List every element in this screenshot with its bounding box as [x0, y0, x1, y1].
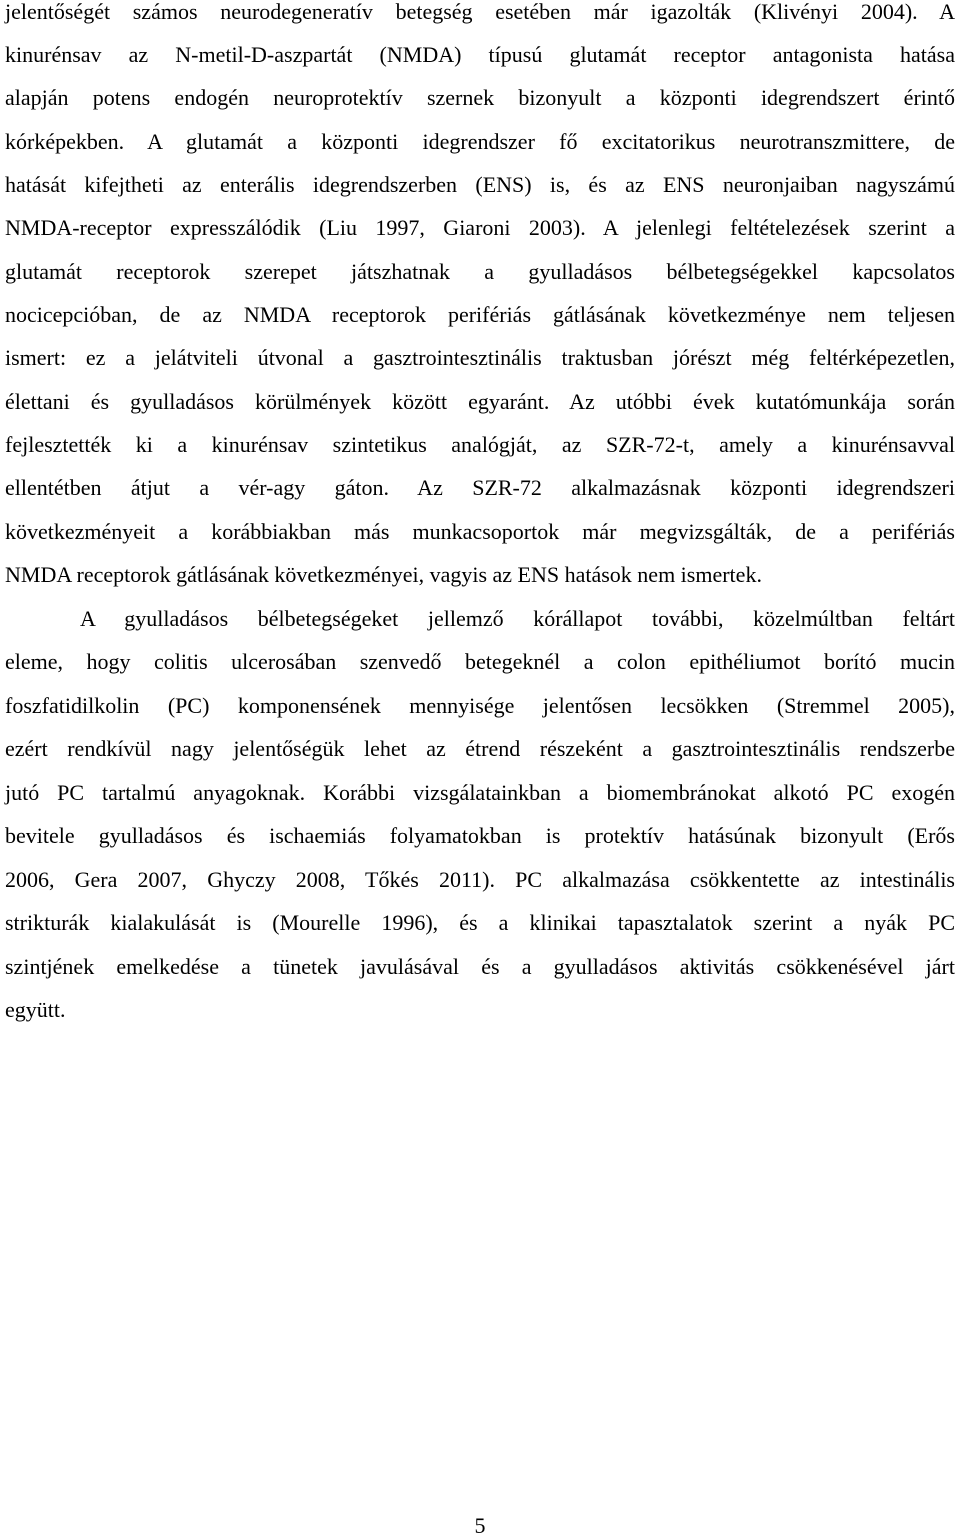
paragraph-line: ezért rendkívül nagy jelentőségük lehet az étrend részeként a gasztrointesztinális rendszerbe: [5, 736, 955, 761]
paragraph-line: szintjének emelkedése a tünetek javulásával és a gyulladásos aktivitás csökkenésével járt: [5, 954, 955, 979]
paragraph-line: ismert: ez a jelátviteli útvonal a gasztrointesztinális traktusban jórészt még feltérképezetlen,: [5, 345, 955, 370]
paragraph-line: strikturák kialakulását is (Mourelle 1996), és a klinikai tapasztalatok szerint a nyák PC: [5, 910, 955, 935]
paragraph-line: jelentőségét számos neurodegeneratív betegség esetében már igazolták (Klivényi 2004). A: [5, 0, 955, 24]
paragraph-line: foszfatidilkolin (PC) komponensének mennyisége jelentősen lecsökken (Stremmel 2005),: [5, 693, 955, 718]
paragraph-line: élettani és gyulladásos körülmények között egyaránt. Az utóbbi évek kutatómunkája során: [5, 389, 955, 414]
paragraph-line: kinurénsav az N-metil-D-aszpartát (NMDA) típusú glutamát receptor antagonista hatása: [5, 42, 955, 67]
paragraph-line: bevitele gyulladásos és ischaemiás folyamatokban is protektív hatásúnak bizonyult (Erős: [5, 823, 955, 848]
paragraph-line: jutó PC tartalmú anyagoknak. Korábbi vizsgálatainkban a biomembránokat alkotó PC exogén: [5, 780, 955, 805]
paragraph-line: NMDA receptorok gátlásának következményei, vagyis az ENS hatások nem ismertek.: [5, 562, 762, 587]
paragraph-line: glutamát receptorok szerepet játszhatnak a gyulladásos bélbetegségekkel kapcsolatos: [5, 259, 955, 284]
paragraph-line: nocicepcióban, de az NMDA receptorok perifériás gátlásának következménye nem teljesen: [5, 302, 955, 327]
paragraph-line: 2006, Gera 2007, Ghyczy 2008, Tőkés 2011). PC alkalmazása csökkentette az intestinális: [5, 867, 955, 892]
page-number: 5: [474, 1513, 486, 1538]
paragraph-line: következményeit a korábbiakban más munkacsoportok már megvizsgálták, de a perifériás: [5, 519, 955, 544]
paragraph-line: NMDA-receptor expresszálódik (Liu 1997, Giaroni 2003). A jelenlegi feltételezések szerint a: [5, 215, 955, 240]
paragraph-line: együtt.: [5, 997, 66, 1022]
paragraph-line: kórképekben. A glutamát a központi idegrendszer fő excitatorikus neurotranszmittere, de: [5, 129, 955, 154]
paragraph-line: fejlesztették ki a kinurénsav szintetikus analógját, az SZR-72-t, amely a kinurénsavval: [5, 432, 955, 457]
paragraph-line: hatását kifejtheti az enterális idegrendszerben (ENS) is, és az ENS neuronjaiban nagyszámú: [5, 172, 955, 197]
paragraph-line: A gyulladásos bélbetegségeket jellemző kórállapot további, közelmúltban feltárt: [80, 606, 955, 631]
paragraph-line: ellentétben átjut a vér-agy gáton. Az SZR-72 alkalmazásnak központi idegrendszeri: [5, 475, 955, 500]
paragraph-line: alapján potens endogén neuroprotektív szernek bizonyult a központi idegrendszert érintő: [5, 85, 955, 110]
paragraph-line: eleme, hogy colitis ulcerosában szenvedő betegeknél a colon epithéliumot borító mucin: [5, 649, 955, 674]
